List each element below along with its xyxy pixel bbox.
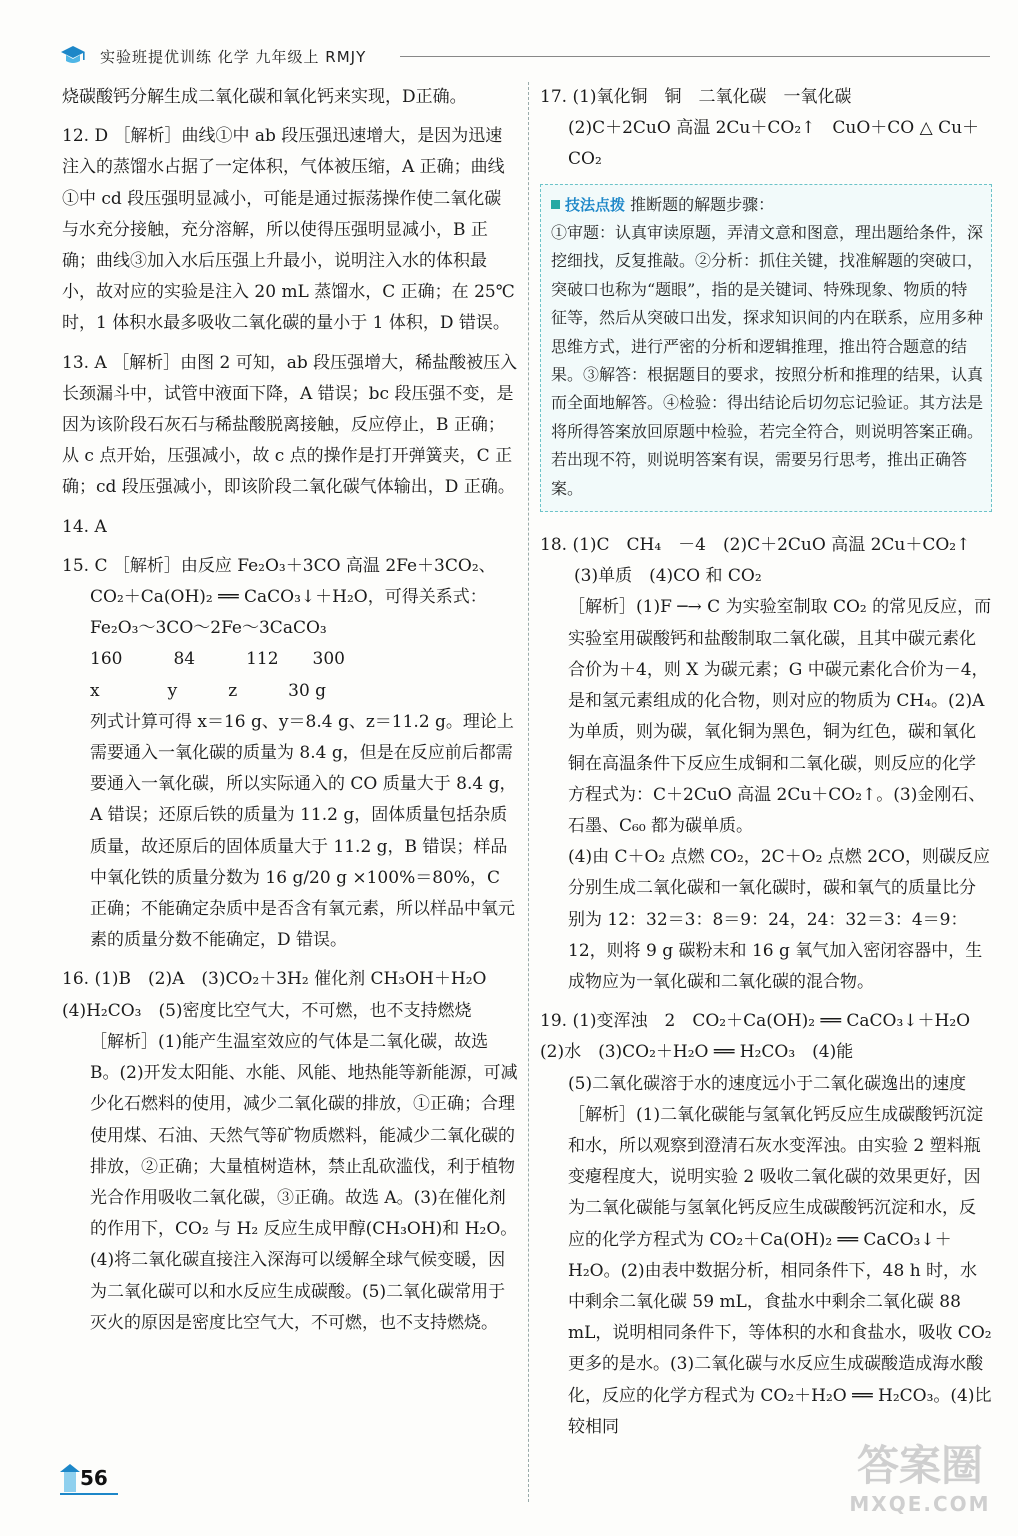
page-number [60,1462,120,1498]
page-header [60,44,990,70]
answer-15-explanation: 列式计算可得 x＝16 g、y＝8.4 g、z＝11.2 g。理论上需要通入一氧化碳的质量为 8.4 g，但是在反应前后都需要通入一氧化碳，所以实际通入的 CO 质量大于 8.4 g，A 错误；还原后铁的质量为 11.2 g，固体质量包括杂质质量，故还原后的固体质量大于 11.2 g，B 错误；样品中氧化铁的质量分数为 16 g/20 g ×100%＝80%，C 正确；不能确定杂质中是否含有氧元素，所以样品中氧元素的质量分数不能确定，D 错误。 [90,711,517,951]
tip-body: ①审题：认真审读原题，弄清文意和图意，理出题给条件，深挖细找，反复推敲。②分析：抓住关键，找准解题的突破口，突破口也称为“题眼”，指的是关键词、特殊现象、物质的特征等，然后从突破口出发，探求知识间的内在联系，应用多种思维方式，进行严密的分析和逻辑推理，推出符合题意的结果。③解答：根据题目的要求，按照分析和推理的结果，认真而全面地解答。④检验：得出结论后切勿忘记验证。其方法是将所得答案放回原题中检验，若完全符合，则说明答案正确。若出现不符，则说明答案有误，需要另行思考，推出正确答案。 [551,223,984,498]
answer-18-explanation-2: (4)由 C＋O₂ 点燃 CO₂，2C＋O₂ 点燃 2CO，则碳反应分别生成二氧化碳和一氧化碳时，碳和氧气的质量比分别为 12：32＝3：8＝9：24，24：32＝3：4＝9：12，则将 9 g 碳粉末和 16 g 氧气加入密闭容器中，生成物应为一氧化碳和二氧化碳的混合物。 [568,847,990,992]
tip-box [540,184,992,512]
right-column [540,82,992,1443]
answer-15-line-2: CO₂＋Ca(OH)₂ ══ CaCO₃↓＋H₂O，可得关系式： [90,587,487,608]
answer-16: 16. (1)B (2)A (3)CO₂＋3H₂ 催化剂 CH₃OH＋H₂O (4)H₂CO₃ (5)密度比空气大，不可燃，也不支持燃烧 [62,969,504,1021]
answer-18-explanation: ［解析］(1)F ─→ C 为实验室制取 CO₂ 的常见反应，而实验室用碳酸钙和盐酸制取二氧化碳，且其中碳元素化合价为＋4，则 X 为碳元素；G 中碳元素化合价为－4，是和氢元素组成的化合物，则对应的物质为 CH₄。(2)A 为单质，则为碳，氧化铜为黑色，铜为红色，碳和氧化铜在高温条件下反应生成铜和二氧化碳，则反应的化学方程式为：C＋2CuO 高温 2Cu＋CO₂↑。(3)金刚石、石墨、C₆₀ 都为碳单质。 [568,597,992,836]
header-rule [400,56,990,57]
answer-19-explanation: ［解析］(1)二氧化碳能与氢氧化钙反应生成碳酸钙沉淀和水，所以观察到澄清石灰水变浑浊。由实验 2 塑料瓶变瘪程度大，说明实验 2 吸收二氧化碳的效果更好，因为二氧化碳能与氢氧化钙反应生成碳酸钙沉淀和水，反应的化学方程式为 CO₂＋Ca(OH)₂ ══ CaCO₃↓＋H₂O。(2)由表中数据分析，相同条件下，48 h 时，水中剩余二氧化碳 59 mL，食盐水中剩余二氧化碳 88 mL，说明相同条件下，等体积的水和食盐水，吸收 CO₂ 更多的是水。(3)二氧化碳与水反应生成碳酸造成海水酸化，反应的化学方程式为 CO₂＋H₂O ══ H₂CO₃。(4)比较相同 [568,1104,992,1437]
answer-12: 12. D ［解析］曲线①中 ab 段压强迅速增大，是因为迅速注入的蒸馏水占据了一定体积，气体被压缩，A 正确；曲线①中 cd 段压强明显减小，可能是通过振荡操作使二氧化碳与水充分接触，充分溶解，所以使得压强明显减小，B 正确；曲线③加入水后压强上升最小，说明注入水的体积最小，故对应的实验是注入 20 mL 蒸馏水，C 正确；在 25℃时，1 体积水最多吸收二氧化碳的量小于 1 体积，D 错误。 [62,126,515,334]
answer-19-line-2: (5)二氧化碳溶于水的速度远小于二氧化碳逸出的速度 [568,1073,967,1094]
watermark-url: MXQE.COM [849,1492,991,1516]
answer-13: 13. A ［解析］由图 2 可知，ab 段压强增大，稀盐酸被压入长颈漏斗中，试管中液面下降，A 错误；bc 段压强不变，是因为该阶段石灰石与稀盐酸脱离接触，反应停止，B 正确；从 c 点开始，压强减小，故 c 点的操作是打开弹簧夹，C 正确；cd 段压强减小，即该阶段二氧化碳气体输出，D 正确。 [62,352,518,498]
tip-label: 技法点拨 [551,196,625,214]
answer-11-tail: 烧碳酸钙分解生成二氧化碳和氧化钙来实现，D正确。 [62,87,467,107]
answer-17-line-2: (2)C＋2CuO 高温 2Cu＋CO₂↑ CuO＋CO △ Cu＋CO₂ [568,118,980,170]
square-bullet-icon [551,200,560,209]
answer-17-line-1: 17. (1)氧化铜 铜 二氧化碳 一氧化碳 [540,87,852,107]
tip-title: 推断题的解题步骤： [630,194,775,214]
answer-16-explanation: ［解析］(1)能产生温室效应的气体是二氧化碳，故选 B。(2)开发太阳能、水能、风能、地热能等新能源，可减少化石燃料的使用，减少二氧化碳的排放，①正确；合理使用煤、石油、天然气等矿物质燃料，能减少二氧化碳的排放，②正确；大量植树造林，禁止乱砍滥伐，利于植物光合作用吸收二氧化碳，③正确。故选 A。(3)在催化剂的作用下，CO₂ 与 H₂ 反应生成甲醇(CH₃OH)和 H₂O。(4)将二氧化碳直接注入深海可以缓解全球气候变暖，因为二氧化碳可以和水反应生成碳酸。(5)二氧化碳常用于灭火的原因是密度比空气大，不可燃，也不支持燃烧。 [90,1031,518,1333]
watermark-logo: 答案圈 [856,1441,983,1490]
column-divider [528,82,529,1502]
graduation-cap-icon [60,44,86,66]
answer-19-line-1: 19. (1)变浑浊 2 CO₂＋Ca(OH)₂ ══ CaCO₃↓＋H₂O (2)水 (3)CO₂＋H₂O ══ H₂CO₃ (4)能 [540,1011,988,1063]
answer-15-relation: Fe₂O₃～3CO～2Fe～3CaCO₃ [90,618,327,639]
page-number-text: 56 [80,1466,108,1490]
answer-15-line-1: 15. C ［解析］由反应 Fe₂O₃＋3CO 高温 2Fe＋3CO₂、 [62,555,496,576]
answer-14: 14. A [62,516,107,537]
answer-18-line-2: (3)单质 (4)CO 和 CO₂ [574,566,762,587]
watermark [840,1440,1000,1530]
answer-15-unknowns: x y z 30 g [90,680,327,701]
answer-18-line-1: 18. (1)C CH₄ －4 (2)C＋2CuO 高温 2Cu＋CO₂↑ [540,535,971,556]
answer-15-masses: 160 84 112 300 [90,649,345,670]
left-column [62,82,518,1347]
header-title: 实验班提优训练 化学 九年级上 RMJY [100,48,367,66]
